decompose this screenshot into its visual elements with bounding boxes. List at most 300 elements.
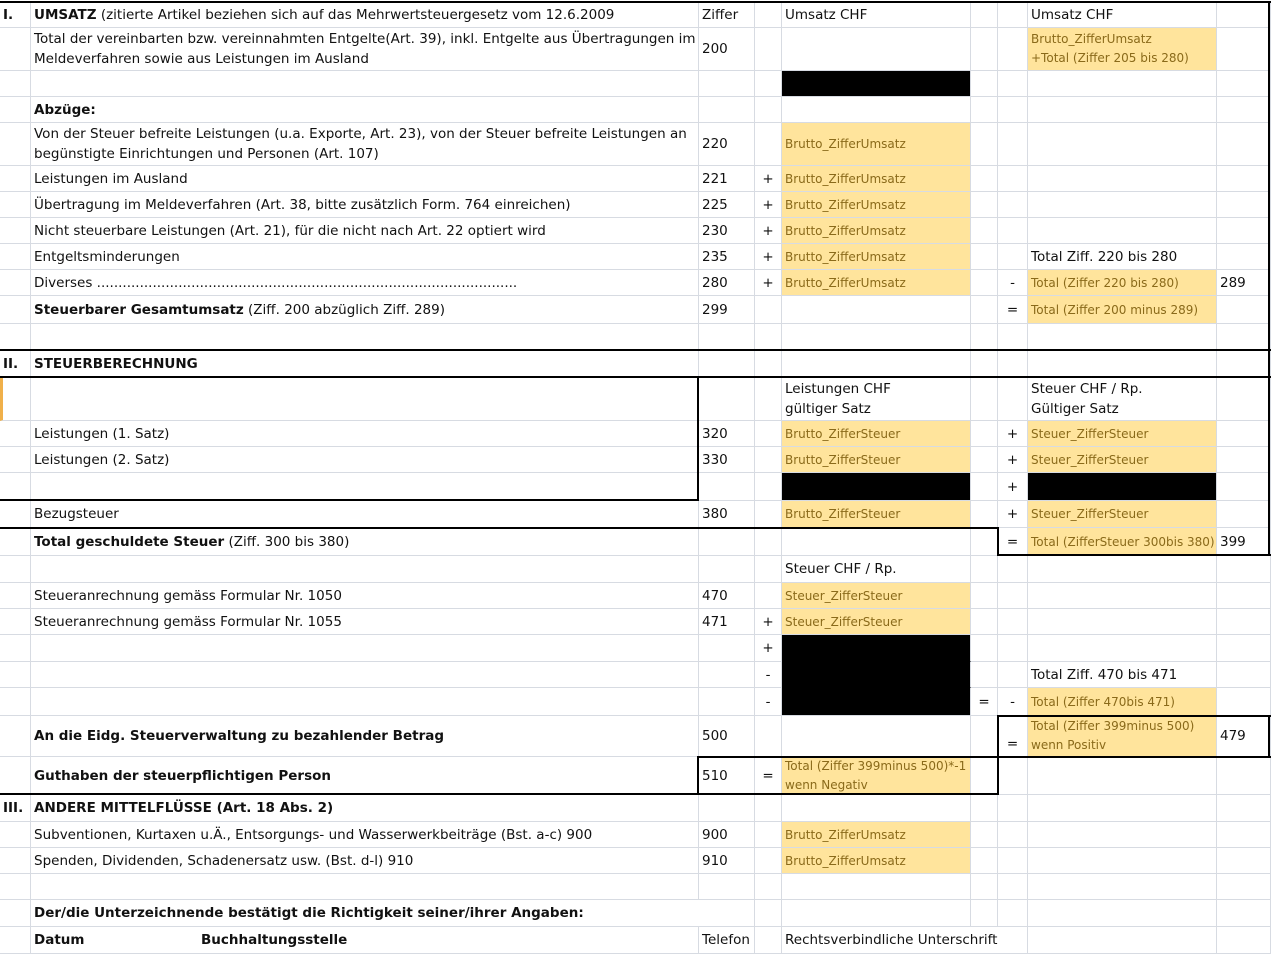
cell[interactable] — [1217, 757, 1271, 795]
cell[interactable] — [755, 324, 782, 351]
cell[interactable] — [998, 822, 1028, 848]
cell[interactable] — [1217, 244, 1271, 270]
cell[interactable] — [782, 716, 971, 757]
cell[interactable] — [699, 97, 755, 123]
cell[interactable] — [971, 528, 998, 556]
value-cell[interactable]: Steuer_ZifferSteuer — [782, 583, 971, 609]
cell[interactable] — [998, 218, 1028, 244]
cell[interactable] — [755, 848, 782, 874]
cell[interactable] — [782, 528, 971, 556]
value-cell[interactable]: Brutto_ZifferUmsatz — [782, 244, 971, 270]
cell[interactable] — [971, 447, 998, 473]
row-label[interactable]: Total der vereinbarten bzw. vereinnahmten Entgelte(Art. 39), inkl. Entgelte aus Übertragungen im Meldeverfahren sowie aus Leistungen im Ausland — [31, 28, 699, 71]
cell[interactable] — [0, 716, 31, 757]
cell[interactable] — [0, 244, 31, 270]
cell[interactable] — [998, 795, 1028, 822]
ziffer-code[interactable]: 910 — [699, 848, 755, 874]
cell[interactable] — [971, 583, 998, 609]
operator-sign[interactable]: - — [998, 270, 1028, 296]
cell[interactable] — [1217, 421, 1271, 447]
cell[interactable] — [1028, 900, 1217, 927]
cell[interactable] — [1217, 28, 1271, 71]
cell[interactable] — [1217, 97, 1271, 123]
operator-sign[interactable]: + — [755, 635, 782, 662]
section-title[interactable]: ANDERE MITTELFLÜSSE (Art. 18 Abs. 2) — [31, 795, 699, 822]
cell[interactable] — [1028, 848, 1217, 874]
steuer-header[interactable]: Steuer CHF / Rp. Gültiger Satz — [1028, 378, 1217, 421]
cell[interactable] — [971, 848, 998, 874]
operator-sign[interactable]: - — [755, 662, 782, 688]
cell[interactable] — [1028, 351, 1217, 378]
cell[interactable] — [998, 900, 1028, 927]
signature-label[interactable]: Rechtsverbindliche Unterschrift — [782, 927, 1028, 954]
cell[interactable] — [755, 795, 782, 822]
cell[interactable] — [1217, 583, 1271, 609]
cell[interactable] — [1028, 166, 1217, 192]
cell[interactable] — [1217, 927, 1271, 954]
value-cell[interactable]: Brutto_ZifferUmsatz — [782, 123, 971, 166]
ziffer-code[interactable]: 299 — [699, 296, 755, 324]
operator-sign[interactable]: = — [998, 716, 1028, 757]
row-280 — [0, 270, 1271, 296]
cell[interactable] — [971, 71, 998, 97]
ziffer-code[interactable]: 235 — [699, 244, 755, 270]
cell[interactable] — [31, 688, 699, 716]
row-label[interactable]: Steueranrechnung gemäss Formular Nr. 1050 — [31, 583, 699, 609]
cell[interactable] — [971, 218, 998, 244]
cell[interactable] — [1217, 556, 1271, 583]
ziffer-code[interactable]: 221 — [699, 166, 755, 192]
cell[interactable] — [0, 270, 31, 296]
cell[interactable] — [31, 324, 699, 351]
cell[interactable] — [699, 900, 755, 927]
cell[interactable] — [998, 28, 1028, 71]
cell[interactable] — [0, 822, 31, 848]
operator-sign[interactable]: - — [998, 688, 1028, 716]
cell[interactable] — [1217, 324, 1271, 351]
ziffer-code[interactable]: 220 — [699, 123, 755, 166]
ziffer-code[interactable]: 470 — [699, 583, 755, 609]
cell[interactable] — [971, 757, 998, 795]
cell[interactable] — [1028, 874, 1217, 900]
section-title[interactable]: STEUERBERECHNUNG — [31, 351, 699, 378]
cell[interactable] — [0, 501, 31, 528]
cell[interactable] — [782, 28, 971, 71]
cell[interactable] — [755, 123, 782, 166]
cell[interactable] — [1217, 123, 1271, 166]
cell[interactable] — [998, 635, 1028, 662]
cell[interactable] — [1028, 583, 1217, 609]
cell[interactable] — [755, 378, 782, 421]
cell[interactable] — [971, 609, 998, 635]
cell[interactable] — [755, 716, 782, 757]
ziffer-code[interactable]: 330 — [699, 447, 755, 473]
section-number[interactable]: II. — [0, 351, 31, 378]
cell[interactable] — [755, 2, 782, 28]
cell[interactable] — [1217, 296, 1271, 324]
value-cell[interactable]: Total (Ziffer 399minus 500)*-1 wenn Negativ — [782, 757, 971, 795]
cell[interactable] — [1028, 324, 1217, 351]
cell[interactable] — [971, 874, 998, 900]
row-label-cell[interactable] — [31, 296, 699, 324]
ref-code[interactable]: 289 — [1217, 270, 1271, 296]
operator-sign[interactable]: + — [998, 421, 1028, 447]
cell[interactable] — [1028, 123, 1217, 166]
cell[interactable] — [971, 166, 998, 192]
cell[interactable] — [0, 166, 31, 192]
blacked-row — [0, 473, 1271, 501]
ziffer-code[interactable]: 900 — [699, 822, 755, 848]
cell[interactable] — [971, 900, 998, 927]
cell[interactable] — [755, 447, 782, 473]
cell[interactable] — [998, 244, 1028, 270]
cell[interactable] — [971, 192, 998, 218]
cell[interactable] — [1028, 822, 1217, 848]
signature-labels[interactable] — [31, 927, 699, 954]
tax-value-cell[interactable]: Steuer_ZifferSteuer — [1028, 447, 1217, 473]
operator-sign[interactable]: - — [755, 688, 782, 716]
cell[interactable] — [971, 501, 998, 528]
cell[interactable] — [998, 166, 1028, 192]
ziffer-code[interactable]: 500 — [699, 716, 755, 757]
cell[interactable] — [0, 447, 31, 473]
cell[interactable] — [998, 324, 1028, 351]
cell[interactable] — [0, 123, 31, 166]
cell[interactable] — [0, 528, 31, 556]
cell[interactable] — [971, 795, 998, 822]
cell[interactable] — [699, 324, 755, 351]
total-label[interactable]: Total Ziff. 470 bis 471 — [1028, 662, 1217, 688]
row-label[interactable]: Spenden, Dividenden, Schadenersatz usw. (Bst. d-l) 910 — [31, 848, 699, 874]
cell[interactable] — [755, 583, 782, 609]
cell[interactable] — [755, 556, 782, 583]
cell[interactable] — [1028, 757, 1217, 795]
confirmation-text[interactable]: Der/die Unterzeichnende bestätigt die Richtigkeit seiner/ihrer Angaben: — [31, 900, 699, 927]
cell[interactable] — [971, 421, 998, 447]
cell[interactable] — [755, 97, 782, 123]
cell[interactable] — [971, 324, 998, 351]
cell[interactable] — [971, 28, 998, 71]
operator-sign[interactable]: + — [755, 270, 782, 296]
cell[interactable] — [699, 556, 755, 583]
cell[interactable] — [755, 473, 782, 501]
blacked-out-cell — [782, 688, 971, 716]
cell[interactable] — [31, 662, 699, 688]
total-cell[interactable]: Total (Ziffer 200 minus 289) — [1028, 296, 1217, 324]
cell[interactable] — [31, 556, 699, 583]
row-label[interactable]: Guthaben der steuerpflichtigen Person — [31, 757, 699, 795]
cell[interactable] — [782, 874, 971, 900]
cell[interactable] — [0, 635, 31, 662]
cell[interactable] — [755, 501, 782, 528]
cell[interactable] — [0, 874, 31, 900]
cell[interactable] — [0, 97, 31, 123]
ziffer-code[interactable]: 200 — [699, 28, 755, 71]
cell[interactable] — [998, 609, 1028, 635]
cell[interactable] — [1217, 795, 1271, 822]
cell[interactable] — [755, 296, 782, 324]
cell[interactable] — [1217, 848, 1271, 874]
cell[interactable] — [971, 662, 998, 688]
cell[interactable] — [0, 688, 31, 716]
row-label[interactable]: Steueranrechnung gemäss Formular Nr. 1055 — [31, 609, 699, 635]
value-cell[interactable]: Brutto_ZifferSteuer — [782, 421, 971, 447]
operator-sign[interactable]: + — [755, 609, 782, 635]
value-cell[interactable]: Brutto_ZifferUmsatz — [782, 848, 971, 874]
row-label[interactable]: Übertragung im Meldeverfahren (Art. 38, bitte zusätzlich Form. 764 einreichen) — [31, 192, 699, 218]
cell[interactable] — [755, 528, 782, 556]
cell[interactable] — [699, 662, 755, 688]
cell[interactable] — [998, 192, 1028, 218]
row-label[interactable]: Entgeltsminderungen — [31, 244, 699, 270]
operator-sign[interactable]: + — [998, 473, 1028, 501]
cell[interactable] — [755, 927, 782, 954]
section-number[interactable]: III. — [0, 795, 31, 822]
cell[interactable] — [699, 71, 755, 97]
leistungen-header[interactable]: Leistungen CHF gültiger Satz — [782, 378, 971, 421]
cell[interactable] — [971, 97, 998, 123]
ziffer-code[interactable]: 510 — [699, 757, 755, 795]
value-cell[interactable]: Brutto_ZifferUmsatz — [782, 218, 971, 244]
row-label[interactable]: Abzüge: — [31, 97, 699, 123]
row-label[interactable]: Nicht steuerbare Leistungen (Art. 21), für die nicht nach Art. 22 optiert wird — [31, 218, 699, 244]
umsatz-header-1[interactable]: Umsatz CHF — [782, 2, 971, 28]
cell[interactable] — [998, 71, 1028, 97]
row-label-cell[interactable] — [31, 528, 699, 556]
cell[interactable] — [1217, 166, 1271, 192]
cell[interactable] — [31, 378, 699, 421]
cell[interactable] — [0, 192, 31, 218]
cell[interactable] — [971, 2, 998, 28]
cell[interactable] — [971, 296, 998, 324]
cell[interactable] — [1217, 635, 1271, 662]
blacked-out-cell — [782, 473, 971, 501]
cell[interactable] — [998, 556, 1028, 583]
spacer-row — [0, 874, 1271, 900]
ziffer-code[interactable]: 225 — [699, 192, 755, 218]
cell[interactable] — [971, 351, 998, 378]
ziffer-code[interactable]: 280 — [699, 270, 755, 296]
cell[interactable] — [699, 688, 755, 716]
tax-value-cell[interactable]: Steuer_ZifferSteuer — [1028, 501, 1217, 528]
cell[interactable] — [31, 473, 699, 501]
cell[interactable] — [1217, 501, 1271, 528]
cell[interactable] — [998, 757, 1028, 795]
cell[interactable] — [998, 662, 1028, 688]
cell[interactable] — [755, 28, 782, 71]
cell[interactable] — [998, 874, 1028, 900]
cell[interactable] — [0, 421, 31, 447]
cell[interactable] — [782, 296, 971, 324]
cell[interactable] — [998, 378, 1028, 421]
cell[interactable] — [755, 71, 782, 97]
row-label[interactable]: Leistungen (1. Satz) — [31, 421, 699, 447]
cell[interactable] — [971, 556, 998, 583]
cell[interactable] — [782, 900, 971, 927]
ziffer-code[interactable]: 230 — [699, 218, 755, 244]
cell[interactable] — [755, 874, 782, 900]
cell[interactable] — [971, 716, 998, 757]
cell[interactable] — [31, 635, 699, 662]
cell[interactable] — [0, 757, 31, 795]
equals-sign[interactable]: = — [971, 688, 998, 716]
total-cell[interactable]: Total (Ziffer 220 bis 280) — [1028, 270, 1217, 296]
cell[interactable] — [1217, 2, 1271, 28]
ref-code[interactable]: 479 — [1217, 716, 1271, 757]
ziffer-code[interactable]: 471 — [699, 609, 755, 635]
cell[interactable] — [1217, 351, 1271, 378]
border-line — [1268, 1, 1270, 352]
cell[interactable] — [971, 378, 998, 421]
cell[interactable] — [971, 822, 998, 848]
operator-sign[interactable]: + — [755, 192, 782, 218]
row-label[interactable]: Bezugsteuer — [31, 501, 699, 528]
cell[interactable] — [0, 296, 31, 324]
operator-sign[interactable]: = — [998, 528, 1028, 556]
cell[interactable] — [971, 270, 998, 296]
cell[interactable] — [0, 324, 31, 351]
cell[interactable] — [1217, 609, 1271, 635]
row-label[interactable]: Leistungen im Ausland — [31, 166, 699, 192]
row-label[interactable]: Leistungen (2. Satz) — [31, 447, 699, 473]
total-cell[interactable]: Total (Ziffer 399minus 500) wenn Positiv — [1028, 716, 1217, 757]
cell[interactable] — [1217, 688, 1271, 716]
cell[interactable] — [971, 635, 998, 662]
total-label[interactable]: Total Ziff. 220 bis 280 — [1028, 244, 1217, 270]
value-cell[interactable]: Brutto_ZifferUmsatz — [782, 166, 971, 192]
cell[interactable] — [755, 900, 782, 927]
cell[interactable] — [1028, 192, 1217, 218]
value-cell[interactable]: Brutto_ZifferUmsatz — [782, 822, 971, 848]
cell[interactable] — [699, 635, 755, 662]
value-cell[interactable]: Steuer_ZifferSteuer — [782, 609, 971, 635]
cell[interactable] — [1028, 97, 1217, 123]
cell[interactable] — [699, 874, 755, 900]
cell[interactable] — [782, 795, 971, 822]
cell[interactable] — [699, 351, 755, 378]
cell[interactable] — [971, 123, 998, 166]
value-cell[interactable]: Brutto_ZifferSteuer — [782, 447, 971, 473]
cell[interactable] — [0, 848, 31, 874]
operator-sign[interactable]: = — [998, 296, 1028, 324]
row-label[interactable]: Subventionen, Kurtaxen u.Ä., Entsorgungs- und Wasserwerkbeiträge (Bst. a-c) 900 — [31, 822, 699, 848]
cell[interactable] — [0, 28, 31, 71]
cell[interactable] — [1028, 556, 1217, 583]
cell[interactable] — [998, 97, 1028, 123]
cell[interactable] — [1217, 900, 1271, 927]
section-number[interactable]: I. — [0, 2, 31, 28]
ziffer-code[interactable]: 320 — [699, 421, 755, 447]
umsatz-header-2[interactable]: Umsatz CHF — [1028, 2, 1217, 28]
row-label[interactable]: An die Eidg. Steuerverwaltung zu bezahlender Betrag — [31, 716, 699, 757]
cell[interactable] — [0, 927, 31, 954]
cell[interactable] — [998, 351, 1028, 378]
cell[interactable] — [755, 351, 782, 378]
cell[interactable] — [1028, 71, 1217, 97]
cell[interactable] — [1028, 795, 1217, 822]
cell[interactable] — [0, 378, 31, 421]
row-510 — [0, 757, 1271, 795]
operator-sign[interactable]: + — [755, 244, 782, 270]
total-cell[interactable]: Total (Ziffer 470bis 471) — [1028, 688, 1217, 716]
tax-value-cell[interactable]: Steuer_ZifferSteuer — [1028, 421, 1217, 447]
cell[interactable] — [1217, 71, 1271, 97]
cell[interactable] — [998, 848, 1028, 874]
section-title-cell[interactable] — [31, 2, 699, 28]
ziffer-code[interactable]: 380 — [699, 501, 755, 528]
cell[interactable] — [0, 900, 31, 927]
cell[interactable] — [0, 662, 31, 688]
cell[interactable] — [0, 583, 31, 609]
abzuege-row — [0, 97, 1271, 123]
total-cell[interactable]: Total (ZifferSteuer 300bis 380) — [1028, 528, 1217, 556]
cell[interactable] — [998, 583, 1028, 609]
cell[interactable] — [699, 378, 755, 421]
cell[interactable] — [1217, 447, 1271, 473]
cell[interactable] — [998, 123, 1028, 166]
telefon-label[interactable]: Telefon — [699, 927, 755, 954]
cell[interactable] — [782, 97, 971, 123]
operator-sign[interactable]: = — [755, 757, 782, 795]
cell[interactable] — [1028, 218, 1217, 244]
cell[interactable] — [1217, 662, 1271, 688]
spacer-row — [0, 324, 1271, 351]
cell[interactable] — [1028, 609, 1217, 635]
cell[interactable] — [1028, 927, 1217, 954]
value-cell[interactable]: Brutto_ZifferUmsatz — [782, 270, 971, 296]
cell[interactable] — [1028, 635, 1217, 662]
cell[interactable] — [0, 71, 31, 97]
cell[interactable] — [0, 473, 31, 501]
row-label[interactable]: Von der Steuer befreite Leistungen (u.a. Exporte, Art. 23), von der Steuer befreite Leistungen an begünstigte Einrichtungen und Personen (Art. 107) — [31, 123, 699, 166]
ziffer-header[interactable]: Ziffer — [699, 2, 755, 28]
cell[interactable] — [998, 2, 1028, 28]
cell[interactable] — [1217, 874, 1271, 900]
cell[interactable] — [0, 556, 31, 583]
operator-sign[interactable]: + — [998, 501, 1028, 528]
ref-code[interactable]: 399 — [1217, 528, 1271, 556]
cell[interactable] — [0, 218, 31, 244]
cell[interactable] — [782, 351, 971, 378]
cell[interactable] — [31, 874, 699, 900]
cell[interactable] — [755, 822, 782, 848]
cell[interactable] — [31, 71, 699, 97]
cell[interactable] — [1217, 218, 1271, 244]
operator-sign[interactable]: + — [998, 447, 1028, 473]
cell[interactable] — [699, 528, 755, 556]
formula-cell[interactable]: Brutto_ZifferUmsatz +Total (Ziffer 205 bis 280) — [1028, 28, 1217, 71]
cell[interactable] — [699, 473, 755, 501]
section-title: UMSATZ — [34, 6, 97, 23]
cell[interactable] — [699, 795, 755, 822]
row-label[interactable]: Diverses .................................................................................................. — [31, 270, 699, 296]
cell[interactable] — [971, 473, 998, 501]
border-line — [0, 1, 1271, 3]
cell[interactable] — [0, 609, 31, 635]
cell[interactable] — [782, 324, 971, 351]
cell[interactable] — [971, 244, 998, 270]
cell[interactable] — [755, 421, 782, 447]
steuer-header[interactable]: Steuer CHF / Rp. — [782, 556, 971, 583]
value-cell[interactable]: Brutto_ZifferUmsatz — [782, 192, 971, 218]
value-cell[interactable]: Brutto_ZifferSteuer — [782, 501, 971, 528]
cell[interactable] — [1217, 192, 1271, 218]
operator-sign[interactable]: + — [755, 218, 782, 244]
operator-sign[interactable]: + — [755, 166, 782, 192]
cell[interactable] — [1217, 822, 1271, 848]
cell[interactable] — [1217, 378, 1271, 421]
cell[interactable] — [1217, 473, 1271, 501]
